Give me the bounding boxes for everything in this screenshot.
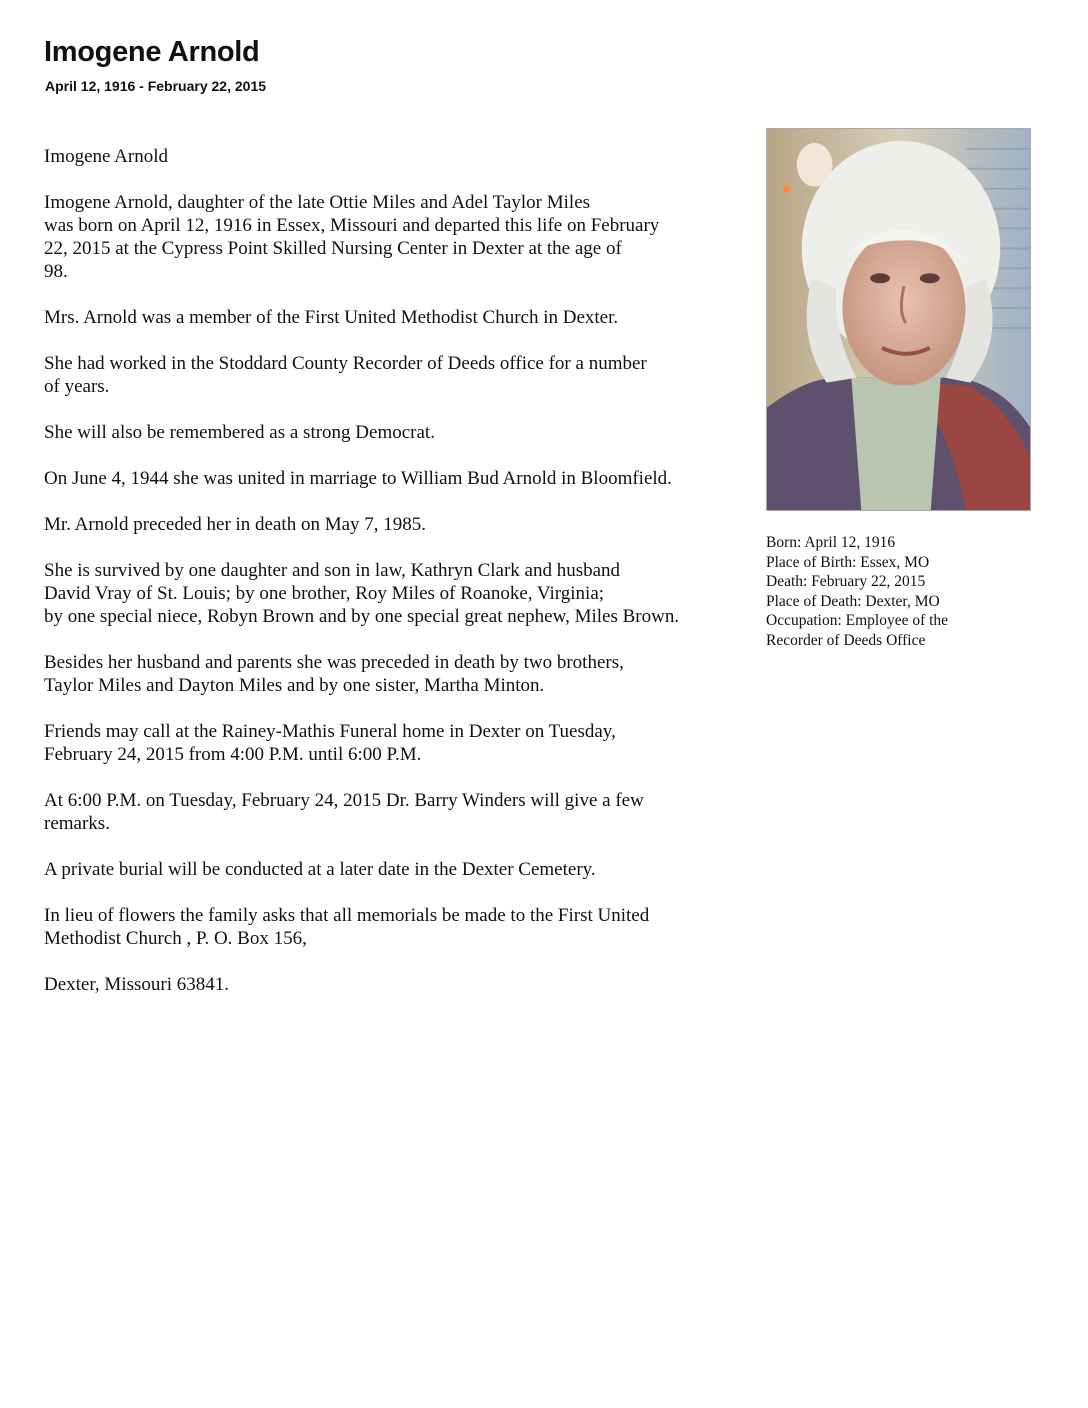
obituary-line: Taylor Miles and Dayton Miles and by one sister, Martha Minton. <box>44 675 545 696</box>
obituary-line: by one special niece, Robyn Brown and by one special great nephew, Miles Brown. <box>44 606 680 627</box>
obituary-line: In lieu of flowers the family asks that all memorials be made to the First United <box>44 905 650 926</box>
fact-occupation: Occupation: Employee of the <box>766 612 949 629</box>
obituary-line: Mr. Arnold preceded her in death on May 7, 1985. <box>44 514 427 535</box>
obituary-paragraph <box>44 973 764 996</box>
obituary-line: Imogene Arnold <box>44 146 169 167</box>
obituary-line: A private burial will be conducted at a later date in the Dexter Cemetery. <box>44 859 596 880</box>
obituary-paragraph <box>44 720 764 766</box>
obituary-line: She had worked in the Stoddard County Recorder of Deeds office for a number <box>44 353 647 374</box>
portrait-photo-icon <box>766 128 1031 511</box>
fact-place-of-death: Place of Death: Dexter, MO <box>766 592 940 610</box>
obituary-line: Methodist Church , P. O. Box 156, <box>44 928 307 949</box>
obituary-line: Besides her husband and parents she was preceded in death by two brothers, <box>44 652 624 673</box>
obituary-paragraph <box>44 191 764 283</box>
obituary-line: was born on April 12, 1916 in Essex, Missouri and departed this life on February <box>44 215 660 236</box>
obituary-line: She will also be remembered as a strong Democrat. <box>44 422 435 443</box>
obituary-paragraph <box>44 352 764 398</box>
obituary-line: Imogene Arnold, daughter of the late Ottie Miles and Adel Taylor Miles <box>44 192 591 213</box>
obituary-line: 98. <box>44 261 68 282</box>
fact-place-of-birth: Place of Birth: Essex, MO <box>766 553 930 571</box>
obituary-paragraph <box>44 513 764 536</box>
obituary-paragraph <box>44 904 764 950</box>
obituary-text <box>44 145 764 1019</box>
obituary-line: She is survived by one daughter and son in law, Kathryn Clark and husband <box>44 560 621 581</box>
obituary-paragraph <box>44 145 764 168</box>
obituary-paragraph <box>44 467 764 490</box>
vital-facts <box>766 533 1026 650</box>
fact-occupation-cont: Recorder of Deeds Office <box>766 631 926 649</box>
obituary-line: of years. <box>44 376 110 397</box>
obituary-line: 22, 2015 at the Cypress Point Skilled Nursing Center in Dexter at the age of <box>44 238 622 259</box>
obituary-line: Mrs. Arnold was a member of the First United Methodist Church in Dexter. <box>44 307 619 328</box>
life-dates: April 12, 1916 - February 22, 2015 <box>45 78 267 94</box>
obituary-paragraph <box>44 559 764 628</box>
fact-born: Born: April 12, 1916 <box>766 534 896 551</box>
obituary-paragraph <box>44 651 764 697</box>
fact-death: Death: February 22, 2015 <box>766 573 926 590</box>
obituary-line: remarks. <box>44 813 110 834</box>
obituary-line: Friends may call at the Rainey-Mathis Funeral home in Dexter on Tuesday, <box>44 721 616 742</box>
obituary-line: David Vray of St. Louis; by one brother, Roy Miles of Roanoke, Virginia; <box>44 583 605 604</box>
obituary-line: At 6:00 P.M. on Tuesday, February 24, 2015 Dr. Barry Winders will give a few <box>44 790 644 811</box>
obituary-paragraph <box>44 789 764 835</box>
obituary-paragraph <box>44 421 764 444</box>
obituary-line: February 24, 2015 from 4:00 P.M. until 6:00 P.M. <box>44 744 422 765</box>
obituary-paragraph <box>44 306 764 329</box>
obituary-line: Dexter, Missouri 63841. <box>44 974 229 995</box>
obituary-paragraph <box>44 858 764 881</box>
page-title: Imogene Arnold <box>44 36 260 68</box>
obituary-line: On June 4, 1944 she was united in marriage to William Bud Arnold in Bloomfield. <box>44 468 672 489</box>
